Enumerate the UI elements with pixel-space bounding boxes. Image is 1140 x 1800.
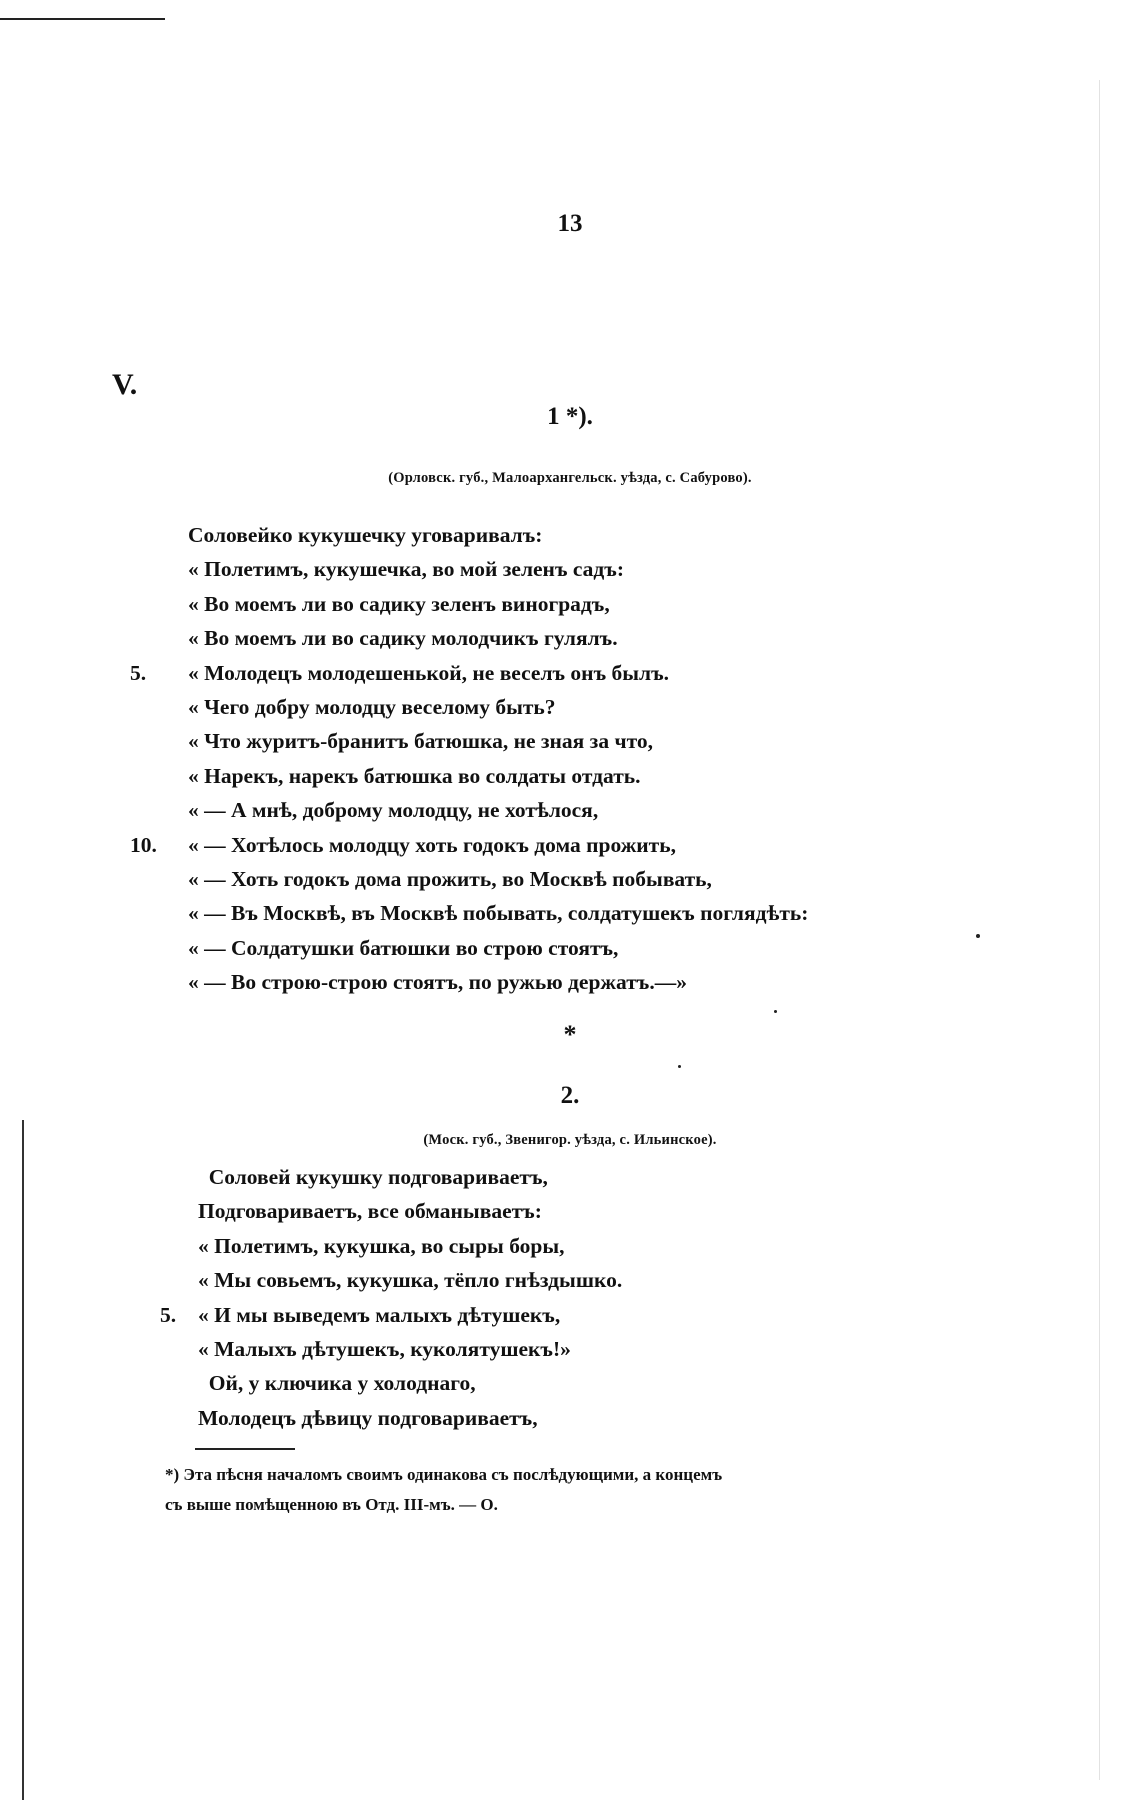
verse-line — [160, 1366, 622, 1400]
line-number: 5. — [130, 660, 147, 685]
corner-rule — [0, 18, 165, 20]
footnote-rule — [195, 1448, 295, 1450]
line-text: Соловей кукушку подговариваетъ, — [198, 1165, 548, 1189]
line-number — [160, 1401, 198, 1435]
line-text: « Во моемъ ли во садику молодчикъ гулялъ. — [188, 626, 618, 651]
song-2-number: 2. — [560, 1082, 580, 1109]
verse-line — [130, 759, 808, 793]
page-number: 13 — [557, 210, 583, 237]
song-1-source: (Орловск. губ., Малоархангельск. уѣзда, с. Сабурово). — [388, 470, 752, 486]
section-divider-asterisk: * — [563, 1020, 577, 1049]
verse-line — [130, 656, 808, 690]
line-text: « И мы выведемъ малыхъ дѣтушекъ, — [198, 1302, 561, 1327]
page-edge-left — [22, 1120, 24, 1800]
line-text: « Нарекъ, нарекъ батюшка во солдаты отдать. — [188, 763, 641, 788]
print-speck — [774, 1010, 777, 1013]
verse-line — [130, 690, 808, 724]
line-number — [130, 518, 188, 552]
line-number — [160, 1194, 198, 1228]
line-number — [130, 793, 188, 827]
section-mark: V. — [112, 368, 138, 401]
verse-line — [130, 518, 808, 552]
line-text: « — А мнѣ, доброму молодцу, не хотѣлося, — [188, 798, 599, 823]
line-number — [160, 1332, 198, 1366]
verse-line — [130, 621, 808, 655]
line-text: Соловейко кукушечку уговаривалъ: — [188, 523, 543, 547]
line-text: « Полетимъ, кукушечка, во мой зеленъ садъ: — [188, 557, 624, 582]
verse-line — [160, 1298, 622, 1332]
print-speck — [678, 1065, 681, 1068]
verse-line — [130, 931, 808, 965]
line-text: Ой, у ключика у холоднаго, — [198, 1371, 476, 1396]
line-number — [130, 621, 188, 655]
line-text: « — Хоть годокъ дома прожить, во Москвѣ побывать, — [188, 867, 712, 892]
line-text: « — Въ Москвѣ, въ Москвѣ побывать, солдатушекъ поглядѣть: — [188, 901, 809, 926]
footnote-line: съ выше помѣщенною въ Отд. III-мъ. — О. — [165, 1495, 498, 1514]
verse-line — [160, 1263, 622, 1297]
line-number — [130, 896, 188, 930]
verse-line — [160, 1332, 622, 1366]
page-edge-right — [1099, 80, 1100, 1780]
line-text: « — Во строю-строю стоятъ, по ружью держатъ.—» — [188, 970, 687, 995]
print-speck — [976, 934, 980, 938]
song-1-verse — [130, 518, 808, 1000]
line-number — [130, 690, 188, 724]
line-text: « Что журитъ-бранитъ батюшка, не зная за что, — [188, 729, 653, 754]
verse-line — [130, 793, 808, 827]
line-text: Молодецъ дѣвицу подговариваетъ, — [198, 1405, 538, 1430]
line-text: « Чего добру молодцу веселому быть? — [188, 695, 556, 720]
line-number — [130, 759, 188, 793]
line-text: « Малыхъ дѣтушекъ, куколятушекъ!» — [198, 1337, 571, 1362]
verse-line — [130, 828, 808, 862]
song-1-number: 1 *). — [547, 403, 593, 430]
footnote-line: *) Эта пѣсня началомъ своимъ одинакова съ послѣдующими, а концемъ — [165, 1465, 723, 1484]
verse-line — [160, 1194, 622, 1228]
line-number — [160, 1263, 198, 1297]
line-number — [130, 587, 188, 621]
line-number — [130, 552, 188, 586]
line-number — [130, 965, 188, 999]
line-text: « Во моемъ ли во садику зеленъ виноградъ, — [188, 591, 610, 616]
line-number: 5. — [160, 1302, 177, 1327]
line-number — [160, 1366, 198, 1400]
line-number — [130, 724, 188, 758]
line-number — [160, 1160, 198, 1194]
line-text: « Мы совьемъ, кукушка, тёпло гнѣздышко. — [198, 1268, 623, 1293]
verse-line — [160, 1401, 622, 1435]
song-2-source: (Моск. губ., Звенигор. уѣзда, с. Ильинское). — [423, 1132, 717, 1148]
footnote — [165, 1460, 905, 1520]
line-text: « Полетимъ, кукушка, во сыры боры, — [198, 1233, 565, 1258]
line-number — [130, 931, 188, 965]
verse-line — [130, 587, 808, 621]
verse-line — [130, 552, 808, 586]
verse-line — [160, 1229, 622, 1263]
line-text: « — Хотѣлось молодцу хоть годокъ дома прожить, — [188, 832, 676, 857]
line-text: Подговариваетъ, все обманываетъ: — [198, 1199, 542, 1224]
line-text: « — Солдатушки батюшки во строю стоятъ, — [188, 935, 619, 960]
verse-line — [130, 896, 808, 930]
verse-line — [130, 724, 808, 758]
verse-line — [130, 965, 808, 999]
line-number: 10. — [130, 832, 157, 857]
line-text: « Молодецъ молодешенькой, не веселъ онъ былъ. — [188, 660, 669, 685]
line-number — [130, 862, 188, 896]
line-number — [160, 1229, 198, 1263]
verse-line — [130, 862, 808, 896]
song-2-verse — [160, 1160, 622, 1435]
verse-line — [160, 1160, 622, 1194]
